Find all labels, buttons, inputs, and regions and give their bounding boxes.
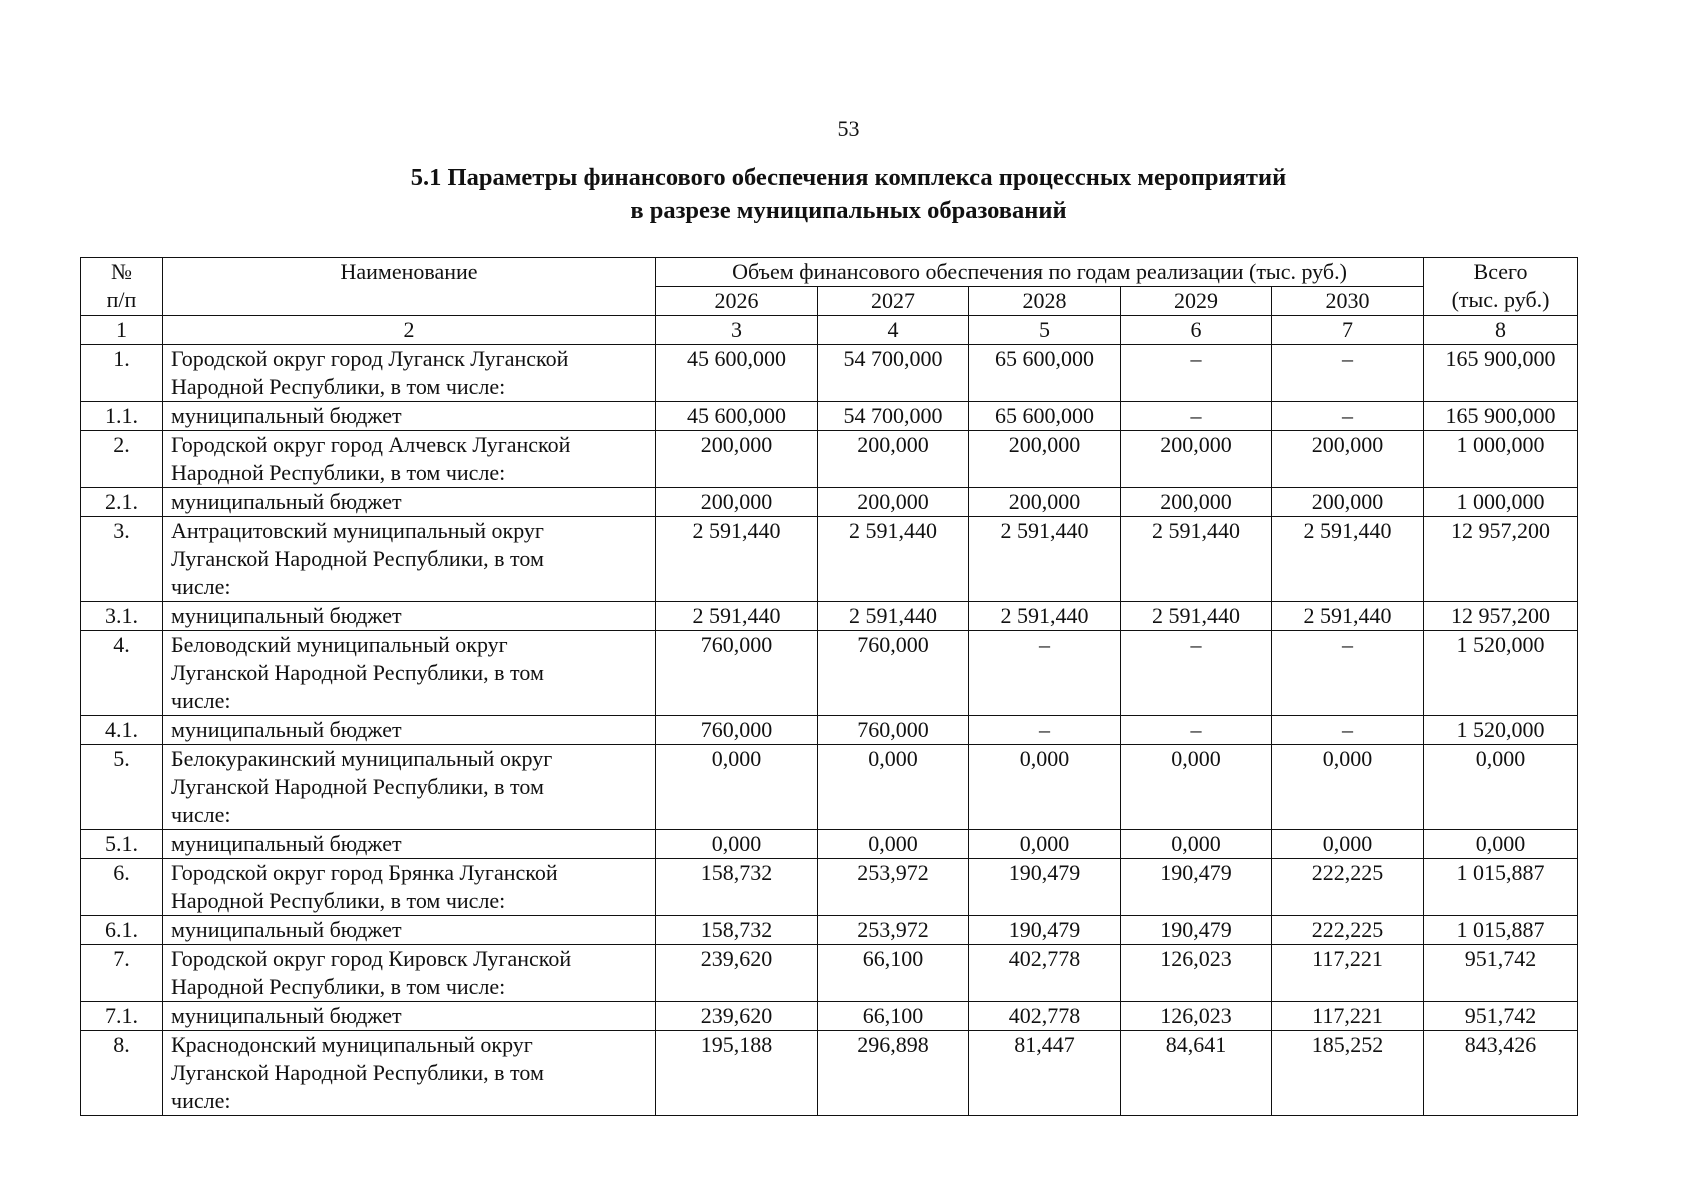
row-value-cell: 54 700,000 — [818, 402, 969, 431]
row-total-cell: 0,000 — [1424, 830, 1578, 859]
table-row — [81, 716, 1578, 745]
row-name-line: Луганской Народной Республики, в том — [171, 546, 544, 571]
row-value-cell: – — [1272, 716, 1424, 745]
row-name-line: Городской округ город Луганск Луганской — [171, 346, 569, 371]
header-year-cell: 2029 — [1121, 287, 1272, 316]
row-number-cell: 5.1. — [81, 830, 163, 859]
row-value-cell: 239,620 — [656, 945, 818, 1002]
row-value-cell: 200,000 — [656, 431, 818, 488]
document-title — [0, 161, 1697, 227]
row-name-line: муниципальный бюджет — [171, 831, 402, 856]
column-number-cell: 8 — [1424, 316, 1578, 345]
row-value-cell: 0,000 — [818, 745, 969, 830]
table-body — [81, 258, 1578, 1116]
column-number-row — [81, 316, 1578, 345]
row-value-cell: 0,000 — [1272, 830, 1424, 859]
row-value-cell: – — [1121, 345, 1272, 402]
row-total-cell: 0,000 — [1424, 745, 1578, 830]
header-row-1 — [81, 258, 1578, 287]
row-name-line: муниципальный бюджет — [171, 917, 402, 942]
row-value-cell: 126,023 — [1121, 1002, 1272, 1031]
row-value-cell: 200,000 — [969, 431, 1121, 488]
row-number-cell: 3. — [81, 517, 163, 602]
row-value-cell: 84,641 — [1121, 1031, 1272, 1116]
row-name-cell — [163, 431, 656, 488]
row-name-cell — [163, 745, 656, 830]
row-name-line: числе: — [171, 802, 231, 827]
row-name-line: муниципальный бюджет — [171, 717, 402, 742]
row-value-cell: 190,479 — [969, 916, 1121, 945]
row-name-line: Городской округ город Алчевск Луганской — [171, 432, 571, 457]
row-value-cell: 117,221 — [1272, 1002, 1424, 1031]
row-value-cell: 45 600,000 — [656, 402, 818, 431]
row-number-cell: 8. — [81, 1031, 163, 1116]
row-total-cell: 843,426 — [1424, 1031, 1578, 1116]
header-total-line-2: (тыс. руб.) — [1451, 287, 1550, 312]
header-number-line-2: п/п — [106, 287, 137, 312]
table-row — [81, 1031, 1578, 1116]
row-value-cell: – — [1121, 716, 1272, 745]
row-name-line: Городской округ город Кировск Луганской — [171, 946, 572, 971]
row-value-cell: 760,000 — [818, 716, 969, 745]
column-number-cell: 6 — [1121, 316, 1272, 345]
row-value-cell: 200,000 — [969, 488, 1121, 517]
header-name-cell: Наименование — [163, 258, 656, 316]
row-value-cell: – — [1121, 631, 1272, 716]
row-value-cell: – — [1272, 345, 1424, 402]
header-number-line-1: № — [111, 259, 132, 284]
row-name-line: муниципальный бюджет — [171, 1003, 402, 1028]
row-number-cell: 2.1. — [81, 488, 163, 517]
row-total-cell: 1 000,000 — [1424, 488, 1578, 517]
table-row — [81, 602, 1578, 631]
row-value-cell: 2 591,440 — [1121, 517, 1272, 602]
row-value-cell: 66,100 — [818, 945, 969, 1002]
row-name-line: числе: — [171, 688, 231, 713]
row-value-cell: 200,000 — [1121, 488, 1272, 517]
financing-table — [80, 257, 1578, 1116]
row-name-line: Антрацитовский муниципальный округ — [171, 518, 544, 543]
row-name-line: муниципальный бюджет — [171, 603, 402, 628]
row-number-cell: 4.1. — [81, 716, 163, 745]
row-value-cell: 66,100 — [818, 1002, 969, 1031]
row-name-line: Луганской Народной Республики, в том — [171, 660, 544, 685]
row-value-cell: 2 591,440 — [818, 517, 969, 602]
row-value-cell: 2 591,440 — [969, 517, 1121, 602]
row-value-cell: 2 591,440 — [818, 602, 969, 631]
row-value-cell: 239,620 — [656, 1002, 818, 1031]
row-value-cell: 200,000 — [656, 488, 818, 517]
row-total-cell: 1 520,000 — [1424, 631, 1578, 716]
header-number-cell — [81, 258, 163, 316]
row-value-cell: 81,447 — [969, 1031, 1121, 1116]
title-line-2: в разрезе муниципальных образований — [630, 197, 1067, 224]
row-name-line: Народной Республики, в том числе: — [171, 374, 506, 399]
row-value-cell: 54 700,000 — [818, 345, 969, 402]
row-value-cell: 45 600,000 — [656, 345, 818, 402]
row-number-cell: 7.1. — [81, 1002, 163, 1031]
header-year-cell: 2027 — [818, 287, 969, 316]
header-volume-cell: Объем финансового обеспечения по годам реализации (тыс. руб.) — [656, 258, 1424, 287]
table-row — [81, 916, 1578, 945]
row-name-line: Городской округ город Брянка Луганской — [171, 860, 558, 885]
row-name-cell — [163, 716, 656, 745]
row-number-cell: 6. — [81, 859, 163, 916]
row-value-cell: 0,000 — [969, 745, 1121, 830]
row-value-cell: 0,000 — [656, 745, 818, 830]
row-value-cell: 222,225 — [1272, 916, 1424, 945]
row-value-cell: 760,000 — [818, 631, 969, 716]
row-value-cell: 0,000 — [818, 830, 969, 859]
table-row — [81, 431, 1578, 488]
header-total-line-1: Всего — [1473, 259, 1528, 284]
header-total-cell — [1424, 258, 1578, 316]
table-row — [81, 945, 1578, 1002]
row-name-cell — [163, 488, 656, 517]
row-name-line: муниципальный бюджет — [171, 403, 402, 428]
table-row — [81, 830, 1578, 859]
row-value-cell: 190,479 — [1121, 916, 1272, 945]
column-number-cell: 4 — [818, 316, 969, 345]
table-row — [81, 745, 1578, 830]
row-value-cell: 158,732 — [656, 859, 818, 916]
row-value-cell: 195,188 — [656, 1031, 818, 1116]
row-value-cell: 296,898 — [818, 1031, 969, 1116]
row-total-cell: 1 015,887 — [1424, 859, 1578, 916]
row-value-cell: 2 591,440 — [656, 517, 818, 602]
column-number-cell: 1 — [81, 316, 163, 345]
row-value-cell: 0,000 — [1121, 830, 1272, 859]
row-total-cell: 1 015,887 — [1424, 916, 1578, 945]
row-value-cell: 0,000 — [656, 830, 818, 859]
column-number-cell: 5 — [969, 316, 1121, 345]
row-name-cell — [163, 345, 656, 402]
row-value-cell: 0,000 — [969, 830, 1121, 859]
row-value-cell: 2 591,440 — [656, 602, 818, 631]
row-number-cell: 7. — [81, 945, 163, 1002]
row-value-cell: 2 591,440 — [1121, 602, 1272, 631]
row-value-cell: 0,000 — [1272, 745, 1424, 830]
row-total-cell: 951,742 — [1424, 1002, 1578, 1031]
row-name-line: числе: — [171, 574, 231, 599]
row-value-cell: 200,000 — [818, 431, 969, 488]
row-name-line: Беловодский муниципальный округ — [171, 632, 508, 657]
row-total-cell: 165 900,000 — [1424, 402, 1578, 431]
header-year-cell: 2030 — [1272, 287, 1424, 316]
row-value-cell: 65 600,000 — [969, 345, 1121, 402]
row-name-line: Краснодонский муниципальный округ — [171, 1032, 533, 1057]
row-number-cell: 1. — [81, 345, 163, 402]
row-name-cell — [163, 859, 656, 916]
row-name-line: Народной Республики, в том числе: — [171, 888, 506, 913]
header-year-cell: 2028 — [969, 287, 1121, 316]
row-name-line: числе: — [171, 1088, 231, 1113]
row-value-cell: 65 600,000 — [969, 402, 1121, 431]
table-row — [81, 859, 1578, 916]
row-name-cell — [163, 1031, 656, 1116]
row-number-cell: 2. — [81, 431, 163, 488]
row-value-cell: 222,225 — [1272, 859, 1424, 916]
row-value-cell: – — [969, 631, 1121, 716]
row-name-cell — [163, 830, 656, 859]
page-number: 53 — [837, 116, 860, 141]
row-total-cell: 1 520,000 — [1424, 716, 1578, 745]
row-value-cell: 2 591,440 — [969, 602, 1121, 631]
row-value-cell: 760,000 — [656, 716, 818, 745]
column-number-cell: 2 — [163, 316, 656, 345]
row-total-cell: 12 957,200 — [1424, 517, 1578, 602]
title-line-1: 5.1 Параметры финансового обеспечения комплекса процессных мероприятий — [410, 164, 1287, 191]
row-value-cell: 185,252 — [1272, 1031, 1424, 1116]
table-row — [81, 517, 1578, 602]
row-name-line: Народной Республики, в том числе: — [171, 460, 506, 485]
row-name-cell — [163, 602, 656, 631]
row-number-cell: 5. — [81, 745, 163, 830]
row-value-cell: 200,000 — [1272, 488, 1424, 517]
table-row — [81, 402, 1578, 431]
row-number-cell: 4. — [81, 631, 163, 716]
row-value-cell: 117,221 — [1272, 945, 1424, 1002]
row-number-cell: 3.1. — [81, 602, 163, 631]
row-name-cell — [163, 916, 656, 945]
row-value-cell: 402,778 — [969, 1002, 1121, 1031]
row-value-cell: 200,000 — [818, 488, 969, 517]
row-value-cell: 190,479 — [1121, 859, 1272, 916]
row-name-cell — [163, 402, 656, 431]
row-name-cell — [163, 945, 656, 1002]
table-row — [81, 631, 1578, 716]
table-row — [81, 1002, 1578, 1031]
row-name-line: Луганской Народной Республики, в том — [171, 1060, 544, 1085]
header-year-cell: 2026 — [656, 287, 818, 316]
row-number-cell: 6.1. — [81, 916, 163, 945]
column-number-cell: 3 — [656, 316, 818, 345]
column-number-cell: 7 — [1272, 316, 1424, 345]
row-name-cell — [163, 1002, 656, 1031]
row-value-cell: 200,000 — [1121, 431, 1272, 488]
row-value-cell: 2 591,440 — [1272, 602, 1424, 631]
row-total-cell: 12 957,200 — [1424, 602, 1578, 631]
row-total-cell: 1 000,000 — [1424, 431, 1578, 488]
row-name-line: муниципальный бюджет — [171, 489, 402, 514]
row-name-line: Белокуракинский муниципальный округ — [171, 746, 553, 771]
row-value-cell: 200,000 — [1272, 431, 1424, 488]
row-name-line: Народной Республики, в том числе: — [171, 974, 506, 999]
row-value-cell: 0,000 — [1121, 745, 1272, 830]
row-value-cell: 126,023 — [1121, 945, 1272, 1002]
row-name-line: Луганской Народной Республики, в том — [171, 774, 544, 799]
row-number-cell: 1.1. — [81, 402, 163, 431]
row-value-cell: – — [1121, 402, 1272, 431]
row-name-cell — [163, 517, 656, 602]
row-value-cell: – — [1272, 631, 1424, 716]
table-row — [81, 488, 1578, 517]
row-name-cell — [163, 631, 656, 716]
row-value-cell: 253,972 — [818, 916, 969, 945]
row-value-cell: 402,778 — [969, 945, 1121, 1002]
row-total-cell: 165 900,000 — [1424, 345, 1578, 402]
table-row — [81, 345, 1578, 402]
row-value-cell: 760,000 — [656, 631, 818, 716]
row-total-cell: 951,742 — [1424, 945, 1578, 1002]
row-value-cell: 2 591,440 — [1272, 517, 1424, 602]
row-value-cell: 158,732 — [656, 916, 818, 945]
row-value-cell: – — [1272, 402, 1424, 431]
row-value-cell: – — [969, 716, 1121, 745]
row-value-cell: 190,479 — [969, 859, 1121, 916]
row-value-cell: 253,972 — [818, 859, 969, 916]
